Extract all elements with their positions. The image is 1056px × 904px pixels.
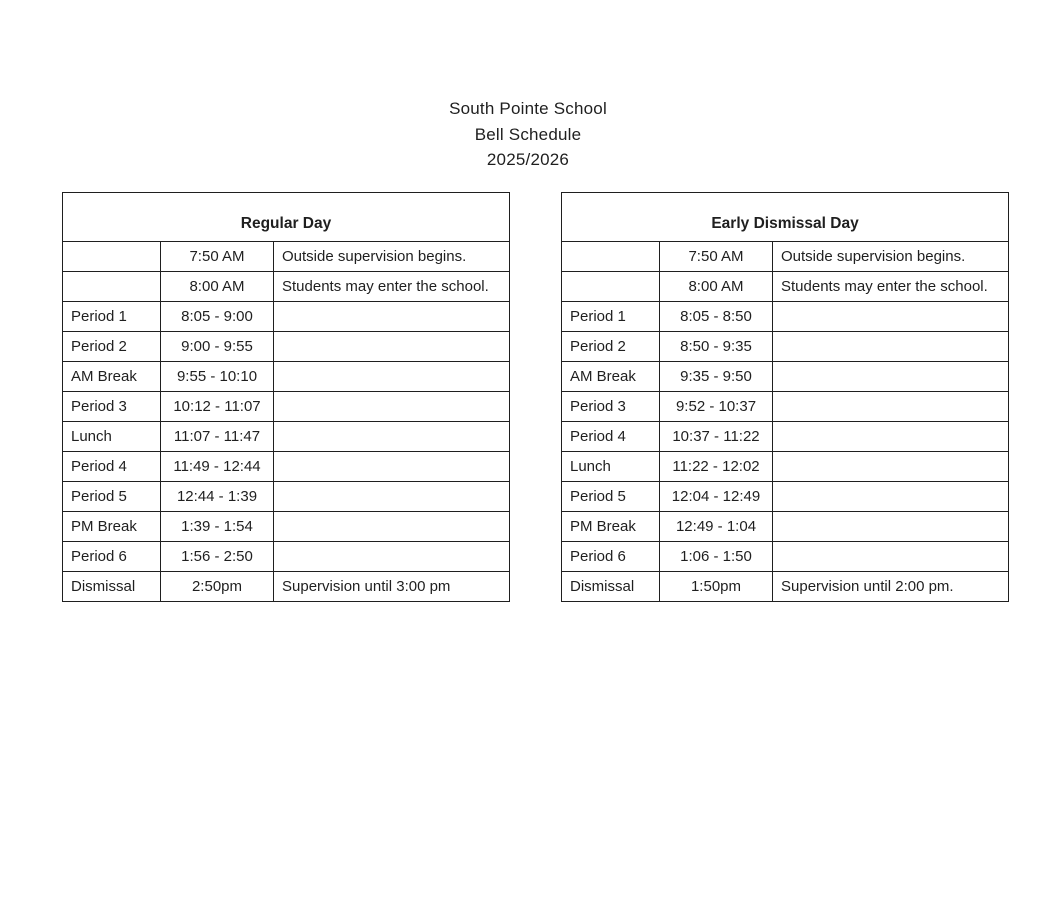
regular-day-table [62, 192, 510, 602]
row-note [773, 511, 1009, 541]
row-label: PM Break [63, 511, 161, 541]
row-time: 9:35 - 9:50 [660, 361, 773, 391]
table-row [63, 571, 510, 601]
row-note [773, 541, 1009, 571]
table-row [63, 331, 510, 361]
row-label [562, 271, 660, 301]
early-dismissal-day-body [562, 241, 1009, 601]
table-row [562, 271, 1009, 301]
table-row [63, 511, 510, 541]
table-row [63, 241, 510, 271]
row-time: 8:00 AM [161, 271, 274, 301]
row-time: 10:12 - 11:07 [161, 391, 274, 421]
row-label: Period 2 [562, 331, 660, 361]
table-row [562, 571, 1009, 601]
row-label: AM Break [63, 361, 161, 391]
row-time: 8:05 - 8:50 [660, 301, 773, 331]
title-document-type: Bell Schedule [474, 124, 582, 144]
row-label: Lunch [63, 421, 161, 451]
row-time: 2:50pm [161, 571, 274, 601]
row-note: Supervision until 3:00 pm [274, 571, 510, 601]
row-label: Dismissal [562, 571, 660, 601]
table-row [562, 391, 1009, 421]
table-row [562, 541, 1009, 571]
row-time: 1:50pm [660, 571, 773, 601]
table-row [562, 361, 1009, 391]
title-school-name: South Pointe School [449, 99, 607, 118]
row-note [274, 391, 510, 421]
row-time: 1:56 - 2:50 [161, 541, 274, 571]
row-time: 9:55 - 10:10 [161, 361, 274, 391]
row-note [274, 331, 510, 361]
row-note [274, 451, 510, 481]
row-note: Outside supervision begins. [274, 241, 510, 271]
table-row [63, 271, 510, 301]
early-dismissal-day-header: Early Dismissal Day [562, 192, 1009, 241]
row-label: Period 2 [63, 331, 161, 361]
row-note: Students may enter the school. [773, 271, 1009, 301]
table-row [63, 541, 510, 571]
row-time: 7:50 AM [660, 241, 773, 271]
row-time: 11:22 - 12:02 [660, 451, 773, 481]
table-row [63, 391, 510, 421]
row-label: Period 3 [63, 391, 161, 421]
row-label [63, 271, 161, 301]
title-school-year: 2025/2026 [486, 150, 570, 169]
table-row [562, 481, 1009, 511]
row-time: 8:50 - 9:35 [660, 331, 773, 361]
row-label: Period 6 [562, 541, 660, 571]
row-time: 1:06 - 1:50 [660, 541, 773, 571]
row-note: Outside supervision begins. [773, 241, 1009, 271]
regular-day-header: Regular Day [63, 192, 510, 241]
row-note [773, 301, 1009, 331]
row-time: 11:49 - 12:44 [161, 451, 274, 481]
row-note [274, 481, 510, 511]
row-label: Period 1 [562, 301, 660, 331]
regular-day-body [63, 241, 510, 601]
row-time: 9:52 - 10:37 [660, 391, 773, 421]
row-note [773, 391, 1009, 421]
row-note [274, 421, 510, 451]
table-row [63, 301, 510, 331]
table-row [562, 451, 1009, 481]
table-header-row [63, 192, 510, 241]
row-label: Lunch [562, 451, 660, 481]
row-label: Period 5 [63, 481, 161, 511]
row-label: Period 4 [63, 451, 161, 481]
row-time: 11:07 - 11:47 [161, 421, 274, 451]
row-label [562, 241, 660, 271]
row-note [773, 361, 1009, 391]
row-time: 12:49 - 1:04 [660, 511, 773, 541]
row-label: PM Break [562, 511, 660, 541]
row-label: Period 1 [63, 301, 161, 331]
row-note [274, 541, 510, 571]
row-label: Period 6 [63, 541, 161, 571]
page [0, 96, 1056, 602]
table-header-row [562, 192, 1009, 241]
row-time: 12:04 - 12:49 [660, 481, 773, 511]
table-row [562, 421, 1009, 451]
row-note [773, 481, 1009, 511]
row-label [63, 241, 161, 271]
row-time: 12:44 - 1:39 [161, 481, 274, 511]
row-label: Period 3 [562, 391, 660, 421]
schedule-tables [62, 192, 1056, 602]
table-row [562, 241, 1009, 271]
row-time: 10:37 - 11:22 [660, 421, 773, 451]
row-time: 9:00 - 9:55 [161, 331, 274, 361]
row-label: Dismissal [63, 571, 161, 601]
table-row [63, 421, 510, 451]
early-dismissal-day-table [561, 192, 1009, 602]
row-time: 8:05 - 9:00 [161, 301, 274, 331]
row-note: Students may enter the school. [274, 271, 510, 301]
row-note [274, 511, 510, 541]
table-row [562, 331, 1009, 361]
row-note: Supervision until 2:00 pm. [773, 571, 1009, 601]
table-row [63, 451, 510, 481]
row-time: 8:00 AM [660, 271, 773, 301]
row-note [274, 361, 510, 391]
row-label: Period 4 [562, 421, 660, 451]
row-label: AM Break [562, 361, 660, 391]
document-title [0, 96, 1056, 173]
table-row [562, 301, 1009, 331]
row-time: 1:39 - 1:54 [161, 511, 274, 541]
row-note [773, 451, 1009, 481]
table-row [63, 481, 510, 511]
row-note [773, 421, 1009, 451]
row-note [773, 331, 1009, 361]
table-row [562, 511, 1009, 541]
table-row [63, 361, 510, 391]
row-label: Period 5 [562, 481, 660, 511]
row-time: 7:50 AM [161, 241, 274, 271]
row-note [274, 301, 510, 331]
